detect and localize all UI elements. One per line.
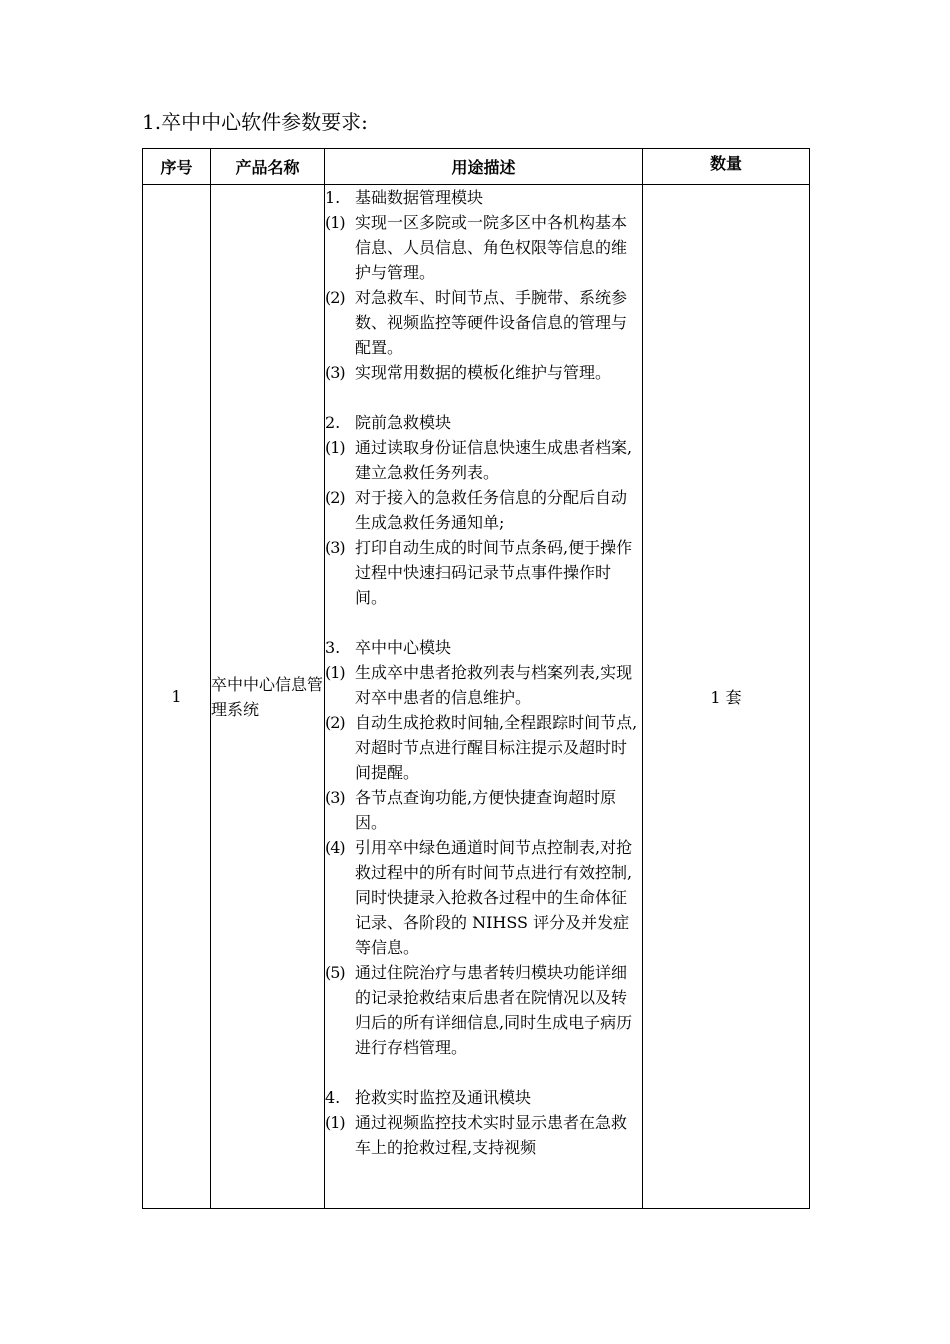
list-item xyxy=(325,785,642,835)
section-number: 1. xyxy=(325,188,341,207)
list-item-number: (3) xyxy=(325,363,345,382)
list-item-text: 生成卒中患者抢救列表与档案列表,实现对卒中患者的信息维护。 xyxy=(355,663,633,707)
section-title-text: 卒中中心模块 xyxy=(355,638,452,657)
list-item xyxy=(325,285,642,360)
header-description: 用途描述 xyxy=(325,149,643,185)
list-item-number: (1) xyxy=(325,213,345,232)
list-item-text: 打印自动生成的时间节点条码,便于操作过程中快速扫码记录节点事件操作时间。 xyxy=(355,538,633,607)
section-number: 3. xyxy=(325,638,341,657)
description-sections xyxy=(325,185,642,1160)
cell-description xyxy=(325,185,643,1209)
list-item-number: (2) xyxy=(325,713,345,732)
spec-table xyxy=(142,148,810,1209)
list-item-text: 引用卒中绿色通道时间节点控制表,对抢救过程中的所有时间节点进行有效控制,同时快捷录入抢救各过程中的生命体征记录、各阶段的 NIHSS 评分及并发症等信息。 xyxy=(355,838,633,957)
header-quantity: 数量 xyxy=(643,149,810,185)
section-title-text: 基础数据管理模块 xyxy=(355,188,484,207)
list-item-text: 通过住院治疗与患者转归模块功能详细的记录抢救结束后患者在院情况以及转归后的所有详细信息,同时生成电子病历进行存档管理。 xyxy=(355,963,633,1057)
table-row xyxy=(143,185,810,1209)
list-item-text: 自动生成抢救时间轴,全程跟踪时间节点,对超时节点进行醒目标注提示及超时时间提醒。 xyxy=(355,713,638,782)
list-item-text: 各节点查询功能,方便快捷查询超时原因。 xyxy=(355,788,617,832)
page-title: 1.卒中中心软件参数要求: xyxy=(142,110,368,134)
table-header-row xyxy=(143,149,810,185)
list-item xyxy=(325,485,642,535)
section-number: 4. xyxy=(325,1088,341,1107)
list-item xyxy=(325,960,642,1060)
description-section xyxy=(325,185,642,385)
section-title-text: 抢救实时监控及通讯模块 xyxy=(355,1088,532,1107)
section-number: 2. xyxy=(325,413,341,432)
description-section xyxy=(325,635,642,1060)
list-item-text: 对于接入的急救任务信息的分配后自动生成急救任务通知单; xyxy=(355,488,628,532)
list-item xyxy=(325,1110,642,1160)
list-item xyxy=(325,535,642,610)
list-item-text: 实现一区多院或一院多区中各机构基本信息、人员信息、角色权限等信息的维护与管理。 xyxy=(355,213,628,282)
header-product: 产品名称 xyxy=(211,149,325,185)
list-item-number: (2) xyxy=(325,288,345,307)
list-item xyxy=(325,835,642,960)
list-item-text: 实现常用数据的模板化维护与管理。 xyxy=(355,363,612,382)
list-item-number: (1) xyxy=(325,438,345,457)
section-title xyxy=(325,410,642,435)
list-item-number: (3) xyxy=(325,788,345,807)
description-section xyxy=(325,410,642,610)
list-item xyxy=(325,360,642,385)
cell-index: 1 xyxy=(143,185,211,1209)
description-section xyxy=(325,1085,642,1160)
cell-product-name: 卒中中心信息管理系统 xyxy=(211,185,325,1209)
list-item-number: (4) xyxy=(325,838,345,857)
section-title xyxy=(325,1085,642,1110)
header-index: 序号 xyxy=(143,149,211,185)
list-item-text: 对急救车、时间节点、手腕带、系统参数、视频监控等硬件设备信息的管理与配置。 xyxy=(355,288,628,357)
list-item-text: 通过视频监控技术实时显示患者在急救车上的抢救过程,支持视频 xyxy=(355,1113,628,1157)
list-item-number: (5) xyxy=(325,963,345,982)
section-title xyxy=(325,185,642,210)
cell-quantity: 1 套 xyxy=(643,185,810,1209)
list-item xyxy=(325,210,642,285)
list-item-number: (2) xyxy=(325,488,345,507)
list-item xyxy=(325,435,642,485)
section-title xyxy=(325,635,642,660)
list-item-text: 通过读取身份证信息快速生成患者档案,建立急救任务列表。 xyxy=(355,438,633,482)
list-item xyxy=(325,710,642,785)
list-item-number: (1) xyxy=(325,663,345,682)
list-item-number: (1) xyxy=(325,1113,345,1132)
list-item xyxy=(325,660,642,710)
list-item-number: (3) xyxy=(325,538,345,557)
section-title-text: 院前急救模块 xyxy=(355,413,452,432)
